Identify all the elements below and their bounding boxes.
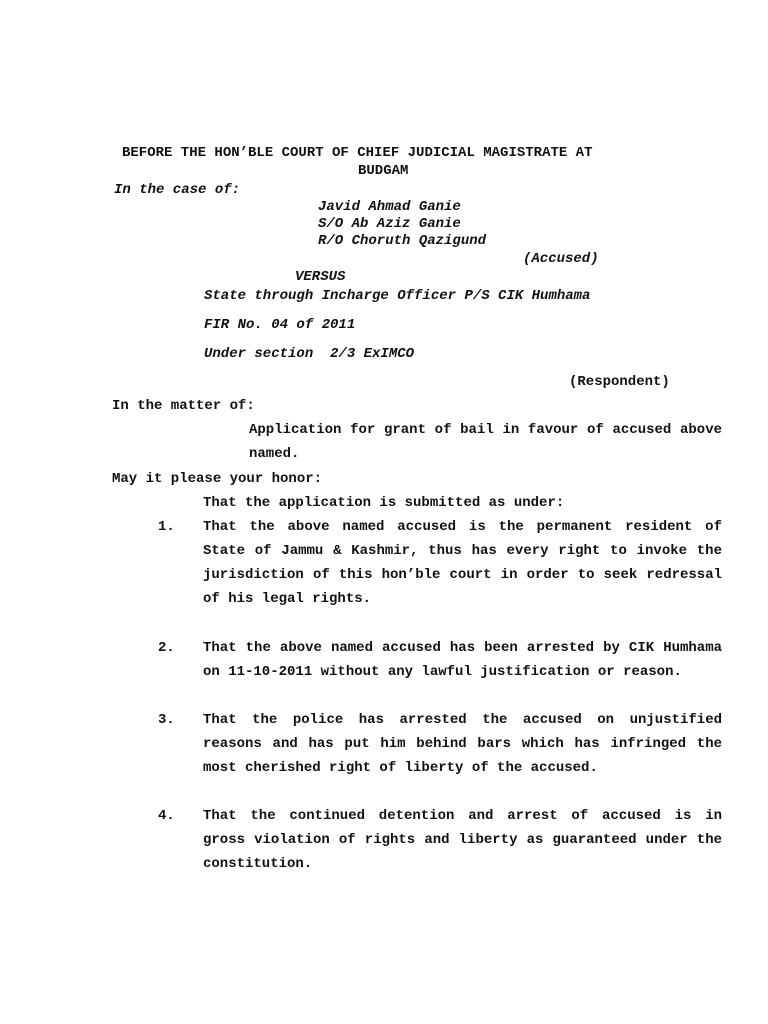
section-reference: Under section 2/3 ExIMCO — [204, 346, 415, 362]
prayer-intro: That the application is submitted as under: — [203, 495, 565, 511]
point-number: 2. — [158, 640, 175, 656]
court-heading-line1: BEFORE THE HON’BLE COURT OF CHIEF JUDICIAL MAGISTRATE AT — [122, 145, 593, 161]
point-text: That the continued detention and arrest of accused is in gross violation of rights and liberty as guaranteed under the constitution. — [203, 808, 722, 872]
point-text: That the police has arrested the accused on unjustified reasons and has put him behind bars which has infringed the most cherished right of liberty of the accused. — [203, 712, 722, 776]
accused-father: S/O Ab Aziz Ganie — [318, 216, 461, 232]
matter-text: Application for grant of bail in favour of accused above named. — [249, 422, 722, 462]
point-number: 4. — [158, 808, 175, 824]
accused-residence: R/O Choruth Qazigund — [318, 233, 487, 249]
point-number: 3. — [158, 712, 175, 728]
respondent-name: State through Incharge Officer P/S CIK Humhama — [204, 288, 591, 304]
point-text: That the above named accused is the permanent resident of State of Jammu & Kashmir, thus has every right to invoke the jurisdiction of this hon’ble court in order to seek redressal of his legal rights. — [203, 519, 722, 607]
fir-number: FIR No. 04 of 2011 — [204, 317, 356, 333]
prayer-salutation: May it please your honor: — [112, 471, 323, 487]
accused-role: (Accused) — [523, 251, 599, 267]
respondent-role: (Respondent) — [569, 374, 670, 390]
court-heading-line2: BUDGAM — [358, 163, 409, 179]
point-text: That the above named accused has been arrested by CIK Humhama on 11-10-2011 without any lawful justification or reason. — [203, 640, 722, 680]
accused-name: Javid Ahmad Ganie — [318, 199, 461, 215]
case-label: In the case of: — [114, 182, 241, 198]
matter-label: In the matter of: — [112, 398, 255, 414]
versus-label: VERSUS — [295, 269, 346, 285]
point-number: 1. — [158, 519, 175, 535]
